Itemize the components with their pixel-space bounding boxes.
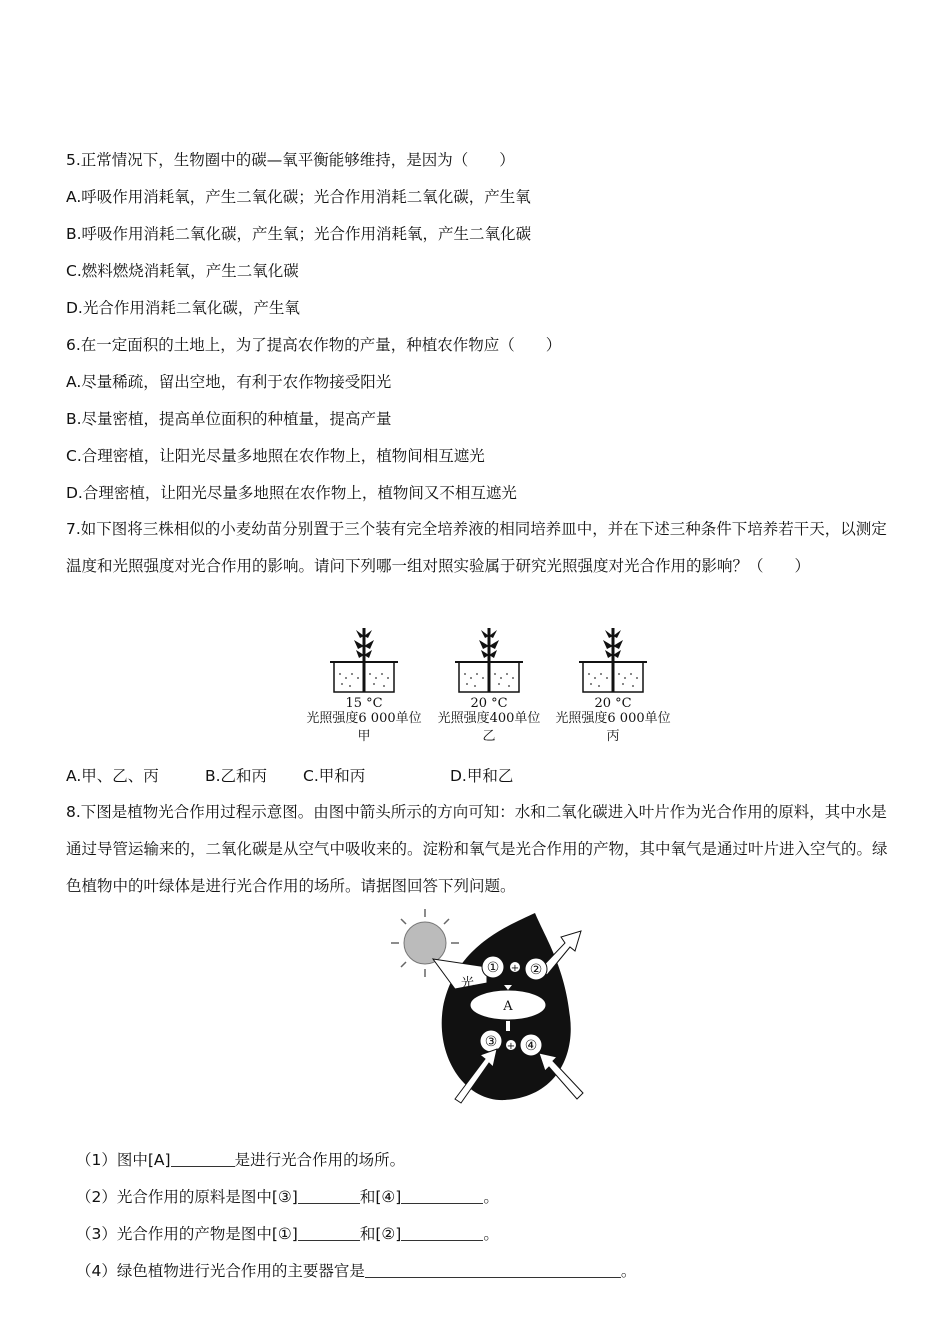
q8-sub1 [76, 1150, 405, 1170]
q6-stem: 6.在一定面积的土地上，为了提高农作物的产量，种植农作物应（ ） [66, 336, 562, 354]
q8-sub2-post: 。 [483, 1188, 499, 1206]
answer-blank-organ[interactable] [365, 1262, 621, 1278]
label-4: ④ [524, 1038, 538, 1054]
label-2: ② [529, 962, 543, 978]
q8-sub2-mid: 和[④] [359, 1188, 402, 1206]
label-3: ③ [484, 1034, 498, 1050]
q7-option-b: B.乙和丙 [205, 767, 268, 785]
petri-dish-jia [330, 628, 398, 692]
q8-sub2 [76, 1187, 499, 1207]
q8-photosynthesis-figure [385, 907, 595, 1107]
dish-bing-light: 光照强度6 000单位 [555, 711, 671, 726]
dish-jia-temp: 15 °C [345, 696, 383, 711]
dish-bing-temp: 20 °C [594, 696, 632, 711]
plus-upper: + [510, 963, 520, 974]
plus-lower: + [506, 1041, 516, 1052]
q8-sub4 [76, 1261, 636, 1281]
q8-sub3 [76, 1224, 499, 1244]
q8-sub4-pre: （4）绿色植物进行光合作用的主要器官是 [76, 1262, 365, 1280]
dish-bing-label: 丙 [606, 729, 620, 744]
q6-option-b: B.尽量密植，提高单位面积的种植量，提高产量 [66, 410, 392, 428]
chloroplast-label: A [503, 999, 513, 1014]
q8-sub1-post: 是进行光合作用的场所。 [234, 1151, 406, 1169]
q6-option-d: D.合理密植，让阳光尽量多地照在农作物上，植物间又不相互遮光 [66, 484, 517, 502]
petri-dish-bing [579, 628, 647, 692]
q6-option-a: A.尽量稀疏，留出空地，有利于农作物接受阳光 [66, 373, 392, 391]
q5-option-a: A.呼吸作用消耗氧，产生二氧化碳；光合作用消耗二氧化碳，产生氧 [66, 188, 531, 206]
dish-jia-label: 甲 [357, 729, 371, 744]
petri-dish-yi [455, 628, 523, 692]
q5-option-d: D.光合作用消耗二氧化碳，产生氧 [66, 299, 300, 317]
answer-blank-a[interactable] [171, 1151, 235, 1167]
answer-blank-3[interactable] [298, 1188, 360, 1204]
dish-yi-light: 光照强度400单位 [437, 711, 541, 726]
q5-option-c: C.燃料燃烧消耗氧，产生二氧化碳 [66, 262, 299, 280]
q8-sub3-post: 。 [483, 1225, 499, 1243]
dish-jia-light: 光照强度6 000单位 [306, 711, 422, 726]
q5-stem: 5.正常情况下，生物圈中的碳—氧平衡能够维持，是因为（ ） [66, 151, 515, 169]
q8-sub2-pre: （2）光合作用的原料是图中[③] [76, 1188, 298, 1206]
q7-option-c: C.甲和丙 [303, 767, 366, 785]
q7-option-d: D.甲和乙 [450, 767, 514, 785]
q7-stem: 7.如下图将三株相似的小麦幼苗分别置于三个装有完全培养液的相同培养皿中，并在下述三种条件下培养若干天，以测定温度和光照强度对光合作用的影响。请问下列哪一组对照实验属于研究光照强度对光合作用的影响？（ ） [66, 520, 887, 575]
label-1: ① [486, 960, 500, 976]
light-label: 光 [461, 976, 475, 991]
dish-yi-temp: 20 °C [470, 696, 508, 711]
q8-sub4-post: 。 [620, 1262, 637, 1280]
answer-blank-1[interactable] [298, 1225, 360, 1241]
answer-blank-4[interactable] [401, 1188, 483, 1204]
q7-option-a: A.甲、乙、丙 [66, 767, 159, 785]
dish-yi-label: 乙 [482, 729, 496, 744]
q8-sub1-pre: （1）图中[A] [76, 1151, 171, 1169]
q5-option-b: B.呼吸作用消耗二氧化碳，产生氧；光合作用消耗氧，产生二氧化碳 [66, 225, 532, 243]
q6-option-c: C.合理密植，让阳光尽量多地照在农作物上，植物间相互遮光 [66, 447, 485, 465]
q8-sub3-mid: 和[②] [359, 1225, 402, 1243]
q8-sub3-pre: （3）光合作用的产物是图中[①] [76, 1225, 298, 1243]
q8-stem: 8.下图是植物光合作用过程示意图。由图中箭头所示的方向可知：水和二氧化碳进入叶片作为光合作用的原料，其中水是通过导管运输来的，二氧化碳是从空气中吸收来的。淀粉和氧气是光合作用的产物，其中氧气是通过叶片进入空气的。绿色植物中的叶绿体是进行光合作用的场所。请据图回答下列问题。 [66, 803, 888, 895]
answer-blank-2[interactable] [401, 1225, 483, 1241]
q7-experiment-figure [300, 622, 680, 747]
